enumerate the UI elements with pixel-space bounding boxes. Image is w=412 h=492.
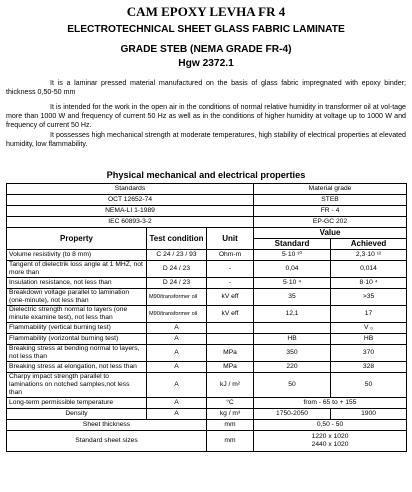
achieved-cell: 50 [331,373,407,398]
test-cell: C 24 / 23 / 93 [147,250,207,261]
standards-header: Standards [7,184,254,195]
grade-name: STEB [254,195,407,206]
standard-cell: 5·10 ⁴ [254,278,331,289]
property-cell: Density [7,409,147,420]
standards-header-row [7,184,407,195]
unit-cell: - [207,261,254,278]
property-cell: Charpy impact strength parallel to laminations on notched samples,not less than [7,373,147,398]
achieved-cell: 328 [331,362,407,373]
standards-row [7,206,407,217]
standard-name: OCT 12652-74 [7,195,254,206]
grade-header: Material grade [254,184,407,195]
test-cell: D 24 / 23 [147,278,207,289]
table-row [7,345,407,362]
unit-cell: kV eff [207,306,254,323]
intro-paragraph-2: It is intended for the work in the open air in the conditions of normal relative humidity in transformer oil at vol-tage more than 1000 W and frequency of current 50 Hz as well as in the conditions of higher humidity at voltage up to 1000 W and frequency of current 50 Hz. [6,103,406,130]
achieved-cell: >35 [331,289,407,306]
test-cell: A [147,398,207,409]
test-cell: A [147,323,207,334]
standard-cell: HB [254,334,331,345]
test-cell: A [147,345,207,362]
standard-cell: 1750-2050 [254,409,331,420]
property-cell: Breaking stress at bending normal to layers, not less than [7,345,147,362]
standard-value-header: Standard [254,239,331,250]
intro-paragraph-3: It possesses high mechanical strength at moderate temperatures, high stability of electrical properties at elevated humidity, low flammability. [6,131,406,149]
unit-cell [207,334,254,345]
test-cell: M90/transformer oil [147,306,207,323]
sheet-size-2: 2440 x 1020 [311,441,349,448]
standard-cell: 220 [254,362,331,373]
unit-cell: °C [207,398,254,409]
property-cell: Breaking stress at elongation, not less than [7,362,147,373]
table-row [7,323,407,334]
unit-cell [207,323,254,334]
achieved-cell: 1900 [331,409,407,420]
unit-cell: MPa [207,362,254,373]
achieved-cell: 370 [331,345,407,362]
value-header: Value [254,228,407,239]
test-cell: A [147,362,207,373]
table-row [7,289,407,306]
property-header: Property [7,228,147,250]
property-cell: Long-term permissible temperature [7,398,147,409]
unit-cell: kJ / m² [207,373,254,398]
table-row [7,420,407,431]
standard-cell: 35 [254,289,331,306]
test-cell: D 24 / 23 [147,261,207,278]
properties-table [6,183,407,452]
property-cell: Sheet thickness [7,420,207,431]
grade-heading: GRADE STEB (NEMA GRADE FR-4) [120,44,292,55]
table-row [7,373,407,398]
value-cell: from - 65 to + 155 [254,398,407,409]
standard-cell [254,323,331,334]
document-subtitle: ELECTROTECHNICAL SHEET GLASS FABRIC LAMINATE [67,24,345,35]
test-condition-header: Test condition [147,228,207,250]
table-row [7,334,407,345]
unit-cell: mm [207,431,254,452]
standard-cell: 12,1 [254,306,331,323]
standard-cell: 350 [254,345,331,362]
unit-cell: - [207,278,254,289]
standard-name: IEC 60893-3-2 [7,217,254,228]
table-row [7,398,407,409]
achieved-value-header: Achieved [331,239,407,250]
table-row [7,409,407,420]
value-cell [254,431,407,452]
unit-cell: mm [207,420,254,431]
standard-name: NEMA-LI 1-1989 [7,206,254,217]
unit-cell: Ohm-m [207,250,254,261]
unit-cell: kg / m³ [207,409,254,420]
achieved-cell: 17 [331,306,407,323]
table-caption: Physical mechanical and electrical properties [106,170,306,180]
test-cell: A [147,334,207,345]
standards-row [7,217,407,228]
standards-row [7,195,407,206]
test-cell: A [147,373,207,398]
standard-cell: 50 [254,373,331,398]
unit-cell: kV eff [207,289,254,306]
document-title: CAM EPOXY LEVHA FR 4 [126,4,286,19]
standard-cell: 0,04 [254,261,331,278]
property-cell: Dielectric strength normal to layers (one minute examine test), not less than [7,306,147,323]
property-cell: Tangent of dielectrik loss angle at 1 MHZ, not more than [7,261,147,278]
table-row [7,261,407,278]
standard-code: Hgw 2372.1 [178,58,234,69]
table-row [7,278,407,289]
column-header-row [7,228,407,239]
table-row [7,250,407,261]
unit-cell: MPa [207,345,254,362]
standard-cell: 5·10 ¹⁰ [254,250,331,261]
achieved-cell: HB [331,334,407,345]
property-cell: Flammability (vorizontal burning test) [7,334,147,345]
property-cell: Breakdown voltage parallel to lamination (one-minute), not less than [7,289,147,306]
table-row [7,306,407,323]
test-cell: M90/transformer oil [147,289,207,306]
test-cell: A [147,409,207,420]
achieved-cell: 0,014 [331,261,407,278]
property-cell: Standard sheet sizes [7,431,207,452]
achieved-cell: V ₀ [331,323,407,334]
unit-header: Unit [207,228,254,250]
grade-name: EP-GC 202 [254,217,407,228]
table-row [7,362,407,373]
value-cell: 0,50 - 50 [254,420,407,431]
achieved-cell: 2,3·10 ¹² [331,250,407,261]
property-cell: Insulation resistance, not less than [7,278,147,289]
intro-paragraph-1: It is a laminar pressed material manufactured on the basis of glass fabric impregnated with epoxy binder; thickness 0,50-50 mm [6,79,406,97]
sheet-size-1: 1220 x 1020 [311,433,349,440]
table-row [7,431,407,452]
property-cell: Volume resistivity (to 8 mm) [7,250,147,261]
property-cell: Flammability (vertical burning test) [7,323,147,334]
grade-name: FR - 4 [254,206,407,217]
achieved-cell: 8·10 ⁴ [331,278,407,289]
